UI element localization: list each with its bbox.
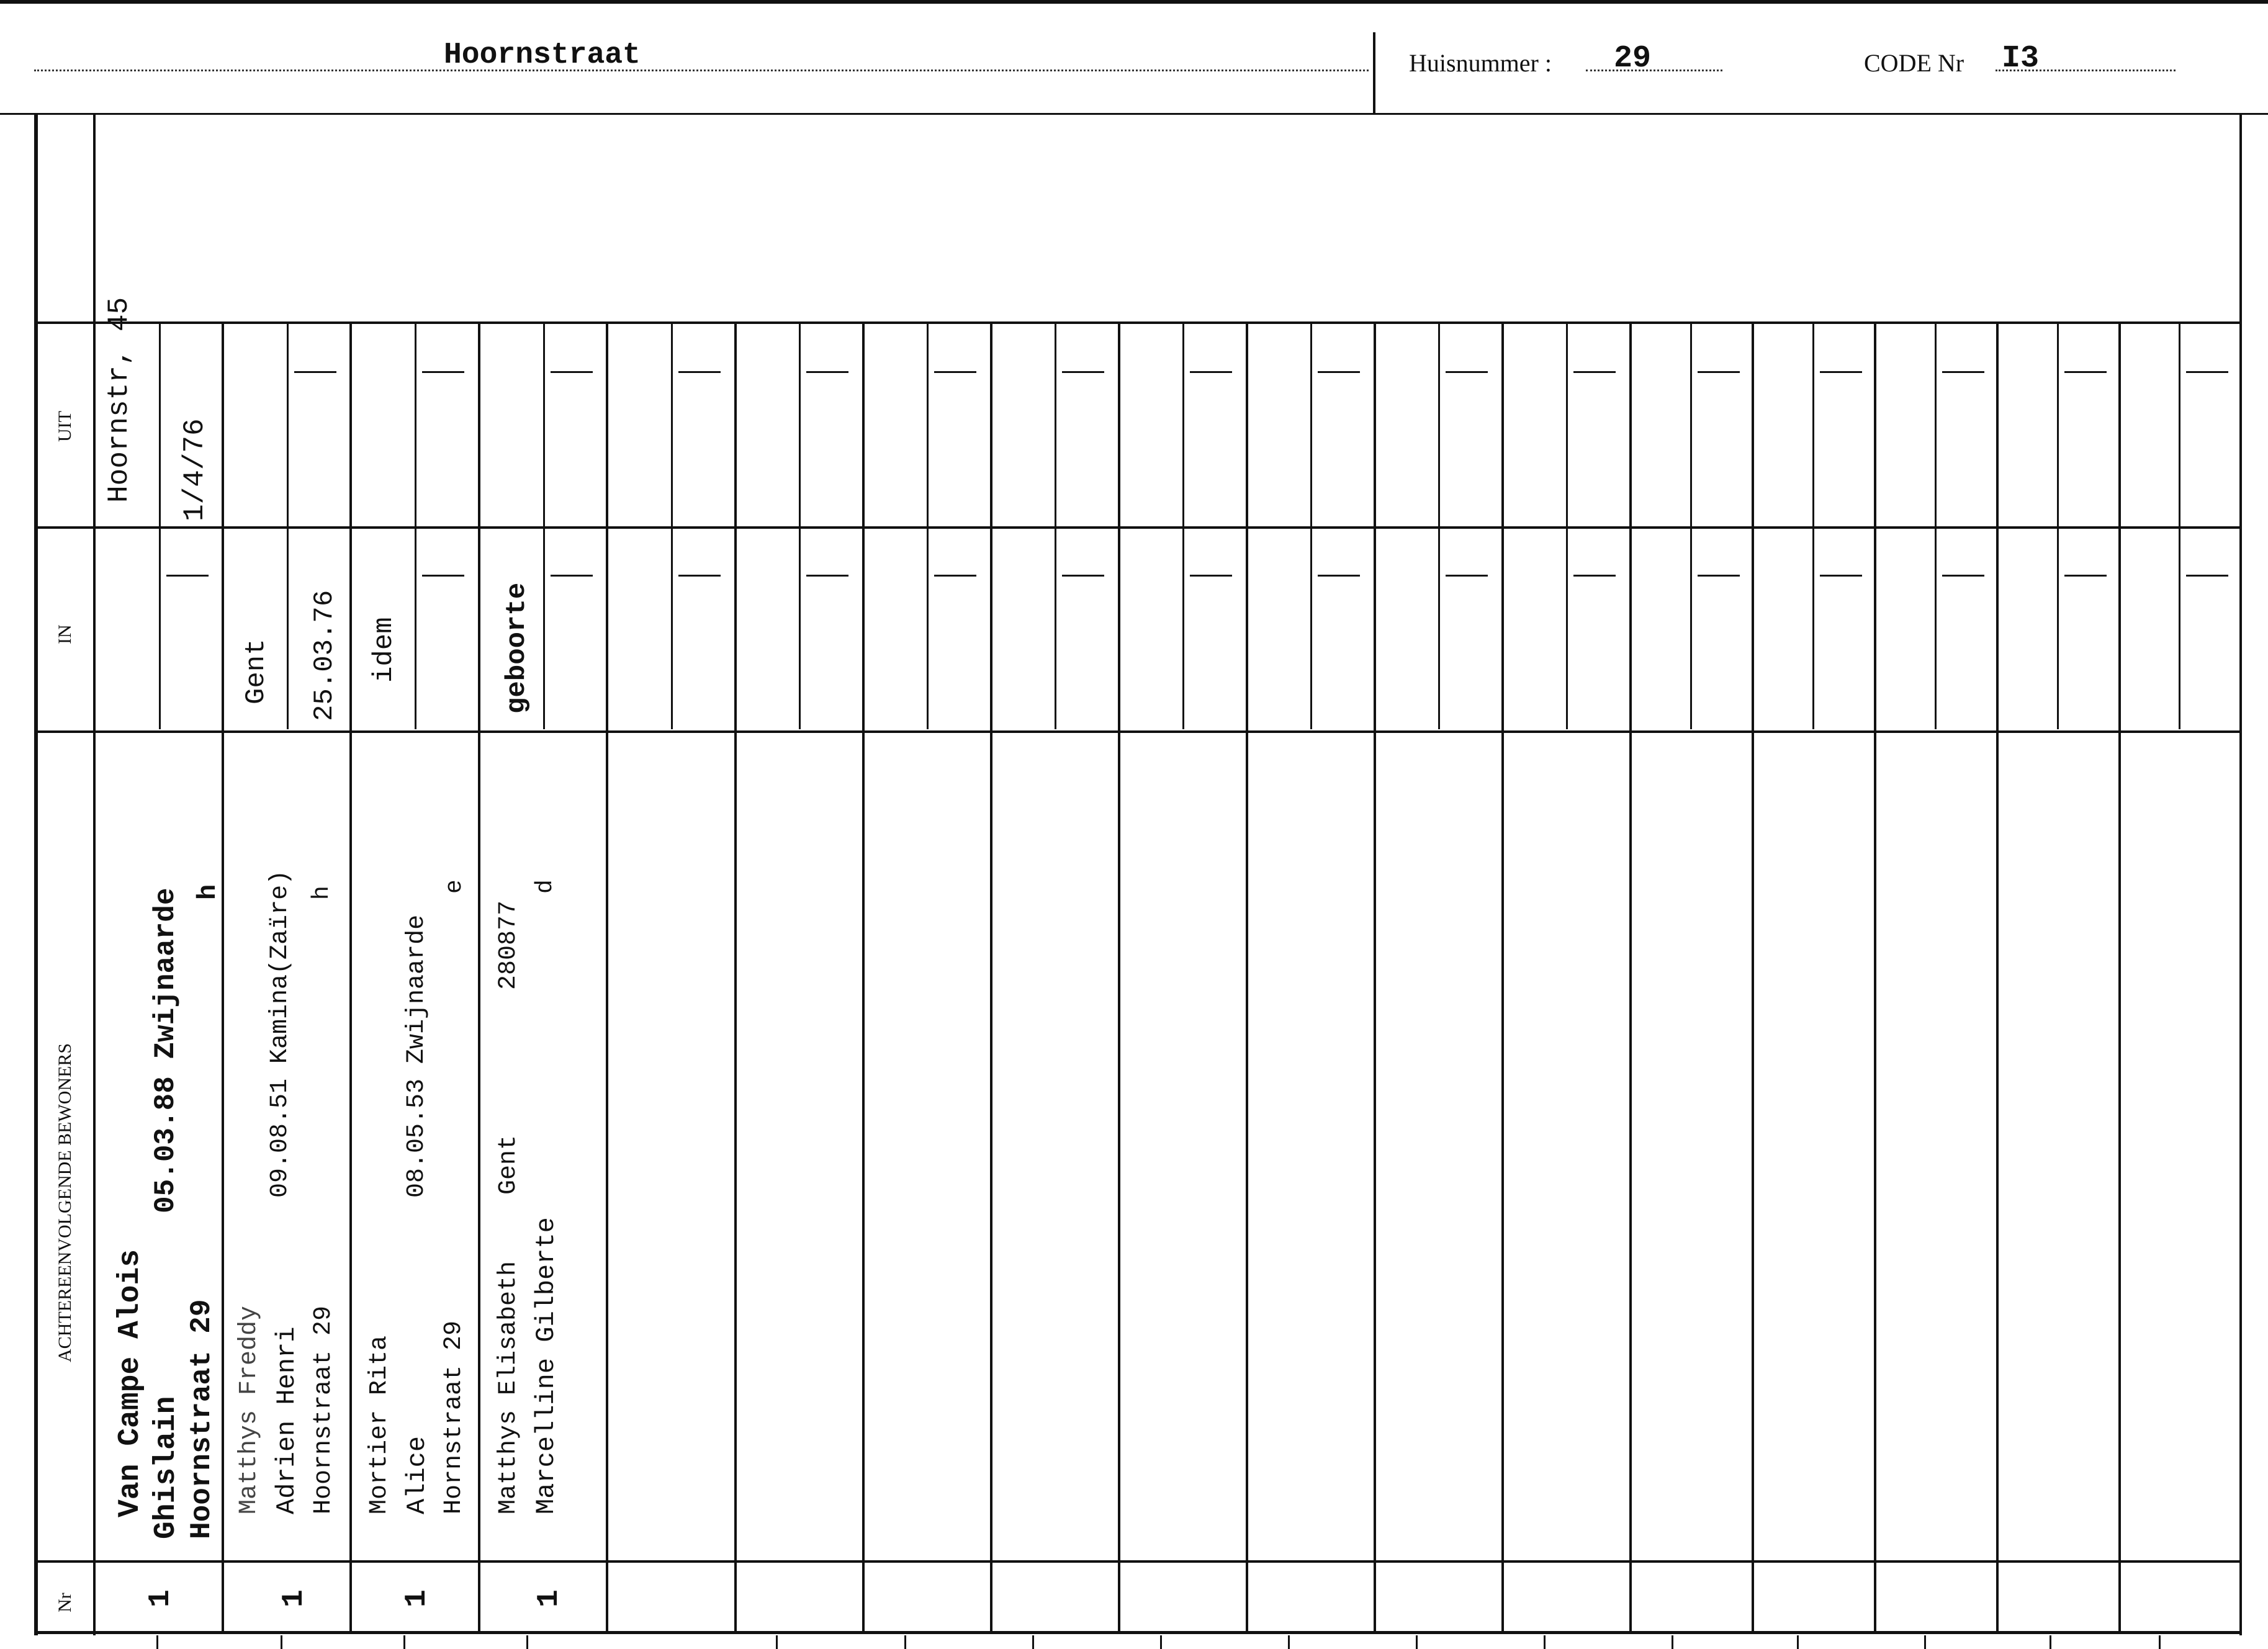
col-divider [1996,323,1999,1632]
resident-name: Matthys Freddy [235,1305,263,1514]
resident-name: Van Campe Alois [114,1249,147,1517]
sub-divider [671,323,673,729]
birth-info: 08.05.53 Zwijnaarde [403,914,431,1198]
empty-dash [294,371,336,373]
sub-divider [2057,323,2059,729]
rule-top-empty-section [34,321,2242,324]
sub-divider [2179,323,2180,729]
col-divider [2118,323,2121,1632]
resident-name-line2: Marcelline Gilberte [531,1217,561,1514]
col-divider [606,323,608,1632]
col-divider [1501,323,1504,1632]
bottom-tick [776,1635,778,1649]
empty-dash [1820,371,1862,373]
empty-dash [1318,371,1360,373]
uit-date: 1/4/76 [179,418,211,521]
empty-dash [678,371,721,373]
empty-dash [551,371,593,373]
header-bottom-rule [0,113,2268,115]
empty-dash [1942,371,1984,373]
resident-address: Hoornstraat 29 [310,1305,338,1514]
col-divider [1246,323,1248,1632]
entry-nr: 1 [533,1589,566,1607]
col-divider [862,323,865,1632]
col-divider [1629,323,1632,1632]
in-label: IN [55,624,75,644]
sub-divider [415,323,416,729]
sub-divider [159,323,161,729]
uit-place: Hoornstr, 45 [103,297,135,503]
bottom-tick [526,1635,528,1649]
house-number-value: 29 [1614,41,1652,76]
bottom-tick [904,1635,906,1649]
col-divider [990,323,992,1632]
sub-divider [1690,323,1692,729]
empty-dash [1942,575,1984,577]
sub-divider [799,323,801,729]
entry-mark: e [441,879,468,894]
empty-dash [1062,371,1104,373]
sub-divider [1182,323,1184,729]
empty-dash [422,371,464,373]
col-divider [734,323,737,1632]
sub-divider [1310,323,1312,729]
empty-dash [1190,575,1232,577]
in-place: geboorte [502,582,533,714]
empty-dash [934,575,976,577]
bottom-tick [281,1635,282,1649]
sub-divider [1935,323,1937,729]
entry-nr: 1 [144,1589,178,1607]
empty-dash [1446,371,1488,373]
sub-divider [927,323,929,729]
bottom-tick [1160,1635,1162,1649]
table-bottom-border [34,1631,2242,1634]
bottom-tick [403,1635,405,1649]
col-divider [1118,323,1120,1632]
street-dotted-line [34,70,1369,71]
table-right-border [2239,115,2242,1635]
entry-mark: h [193,884,223,900]
label-column-divider [93,115,96,1635]
resident-name-line2: Ghislain [150,1396,183,1539]
nr-label: Nr [55,1593,75,1612]
empty-dash [806,371,848,373]
empty-dash [1062,575,1104,577]
bottom-tick [156,1635,158,1649]
birth-place: Gent [495,1135,523,1195]
bottom-tick [1416,1635,1418,1649]
empty-dash [806,575,848,577]
rule-in-residents [34,730,2242,733]
sub-divider [1438,323,1440,729]
resident-address: Hornstraat 29 [440,1320,468,1514]
rule-residents-nr [34,1560,2242,1563]
top-border [0,0,2268,4]
sub-divider [287,323,289,729]
empty-dash [1446,575,1488,577]
table-left-border [34,115,38,1635]
empty-dash [2064,371,2107,373]
code-value: I3 [2002,41,2040,76]
bottom-tick [2050,1635,2051,1649]
col-divider [478,323,480,1632]
resident-name-line2: Alice [402,1436,432,1514]
col-divider [1874,323,1876,1632]
uit-label: UIT [55,411,75,442]
sub-divider [543,323,545,729]
bottom-tick [1032,1635,1034,1649]
code-label: CODE Nr [1864,49,1964,77]
empty-dash [1820,575,1862,577]
bottom-tick [1797,1635,1799,1649]
bottom-tick [1672,1635,1673,1649]
resident-name: Mortier Rita [366,1335,394,1514]
empty-dash [1190,371,1232,373]
empty-dash [934,371,976,373]
empty-dash [551,575,593,577]
col-divider [349,323,352,1632]
resident-address: Hoornstraat 29 [186,1299,218,1539]
header-divider [1373,32,1375,114]
entry-mark: h [308,886,335,900]
empty-dash [1698,575,1740,577]
rule-uit-in [34,526,2242,529]
empty-dash [2186,371,2228,373]
bottom-tick [1288,1635,1290,1649]
resident-name: Matthys Elisabeth [495,1260,523,1514]
in-date: 25.03.76 [309,590,340,721]
col-divider [1374,323,1376,1632]
empty-dash [1573,371,1616,373]
entry-mark: d [532,879,559,894]
house-number-label: Huisnummer : [1409,49,1552,77]
house-number-dotted-line [1586,70,1722,71]
empty-dash [422,575,464,577]
sub-divider [1055,323,1056,729]
empty-dash [2064,575,2107,577]
empty-dash [166,575,209,577]
empty-dash [678,575,721,577]
birth-info: 05.03.88 Zwijnaarde [150,887,182,1213]
in-place: Gent [241,639,272,704]
resident-name-line2: Adrien Henri [272,1326,302,1514]
street-name: Hoornstraat [444,38,641,72]
residents-label: ACHTEREENVOLGENDE BEWONERS [55,1043,75,1362]
empty-dash [1698,371,1740,373]
bottom-tick [2159,1635,2161,1649]
sub-divider [1812,323,1814,729]
entry-nr: 1 [277,1589,311,1607]
empty-dash [1573,575,1616,577]
birth-date: 280877 [495,900,523,990]
col-divider [1752,323,1754,1632]
bottom-tick [1924,1635,1926,1649]
empty-dash [2186,575,2228,577]
entry-nr: 1 [400,1589,434,1607]
col-divider [222,323,224,1632]
empty-dash [1318,575,1360,577]
birth-info: 09.08.51 Kamina(Zaïre) [266,869,294,1198]
sub-divider [1566,323,1568,729]
bottom-tick [1544,1635,1546,1649]
in-place: idem [369,617,400,683]
